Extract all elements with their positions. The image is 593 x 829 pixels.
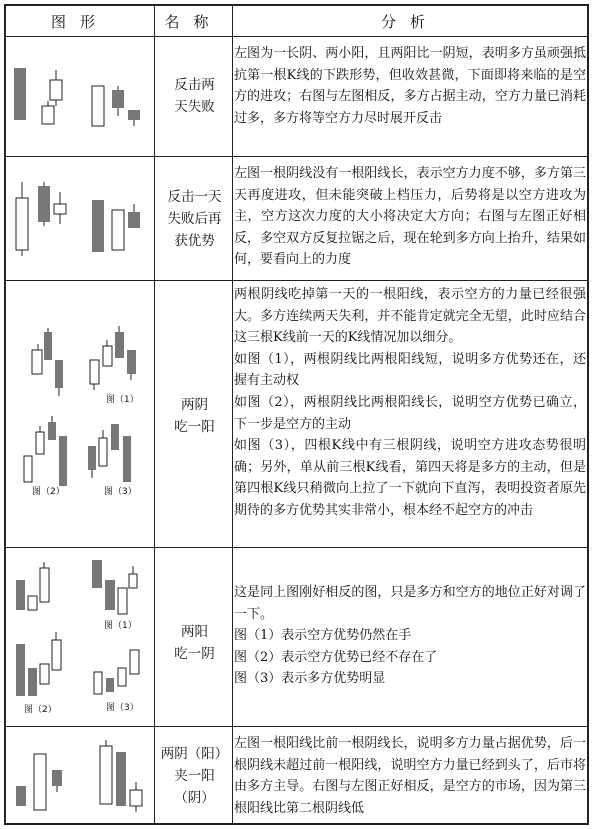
row2-figure (8, 164, 153, 274)
row5-analysis-text: 左图一根阳线比前一根阴线长，说明多方力量占据优势，后一根阴线未超过前一根阳线，说明空方力量已经到头了，后市将由多方主导。右图与左图正好相反，是空方的市场，因为第三根阳线比第二根阴线低 (234, 736, 586, 816)
row3-analysis (234, 284, 586, 522)
row2-analysis-text: 左图一根阴线没有一根阳线长，表示空方力度不够，多方第三天再度进攻，但未能突破上档压力，后势将是以空方进攻为主，空方这次力度的大小将决定大方向；右图与左图正好相反，多空双方反复拉锯之后，现在轮到多方向上抬升，结果如何，要看向上的力度 (234, 166, 586, 268)
row1-candles (8, 46, 153, 146)
row3-candles (8, 288, 153, 543)
row4-figure (8, 552, 153, 722)
row4-fig2-label: 图（2） (24, 705, 57, 715)
row3-analysis-p2: 如图（1），两根阴线比两根阳线短，说明多方优势还在，还握有主动权 (234, 351, 586, 389)
row1-analysis-text: 左图为一长阴、两小阳，且两阳比一阴短，表明多方虽顽强抵抗第一根K线的下跌形势，但收效甚微，下面即将来临的是空方的进攻；右图与左图相反，多方占据主动，空方力量已消耗过多，多方将等空方力尽时展开反击 (234, 46, 586, 126)
row4-fig3-label: 图（3） (106, 703, 139, 713)
row5-name-line2: 夹一阳 (174, 768, 215, 784)
row4-fig1-label: 图（1） (104, 621, 137, 631)
row3-analysis-p3: 如图（2），两根阴线比两根阳线长，说明空方优势已确立，下一步是空方的主动 (234, 394, 586, 432)
row4-analysis-p3: 图（2）表示空方优势已经不存在了 (234, 649, 438, 665)
row2-name-line3: 获优势 (174, 233, 215, 249)
row4-analysis-p1: 这是同上图刚好相反的图，只是多方和空方的地位正好对调了一下。 (234, 585, 586, 622)
row1-analysis (234, 43, 586, 129)
row5-candles (8, 730, 153, 824)
header-figure: 图形 (50, 12, 109, 31)
row4-analysis-p2: 图（1）表示空方优势仍然在手 (234, 628, 412, 644)
row4-name-line2: 吃一阴 (174, 646, 215, 662)
row3-fig1-label: 图（1） (106, 395, 139, 405)
row4-analysis-p4: 图（3）表示多方优势明显 (234, 671, 386, 687)
row5-figure (8, 730, 153, 824)
row5-name-line3: （阴） (174, 790, 215, 806)
row3-analysis-p1: 两根阴线吃掉第一天的一根阳线，表示空方的力量已经很强大。多方连续两天失利，并不能肯定就完全无望，此时应结合这三根K线前一天的K线情况加以细分。 (234, 287, 586, 346)
row2-name-line2: 失败后再 (167, 211, 222, 227)
row2-name-line1: 反击一天 (167, 189, 222, 205)
row3-fig3-label: 图（3） (104, 487, 137, 497)
row1-name (157, 74, 232, 118)
row1-name-line2: 天失败 (174, 99, 215, 115)
row3-fig2-label: 图（2） (32, 487, 65, 497)
row4-candles (8, 552, 153, 722)
header-analysis: 分析 (380, 12, 439, 31)
row3-analysis-p4: 如图（3），四根K线中有三根阴线，说明空方进攻态势很明确；另外，单从前三根K线看，第四天将是多方的主动，但是第四根K线只稍微向上拉了一下就向下直泻，表明投资者原先期待的多方优势其实非常小，根本经不起空方的冲击 (234, 438, 586, 518)
kline-pattern-table (4, 4, 589, 825)
row5-analysis (234, 733, 586, 819)
header-name: 名称 (164, 12, 223, 31)
row4-analysis (234, 582, 586, 690)
row1-figure (8, 46, 153, 146)
row5-name (157, 743, 232, 809)
row4-name-line1: 两阳 (181, 624, 208, 640)
row2-candles (8, 164, 153, 274)
row3-name-line1: 两阴 (181, 397, 208, 413)
row3-name (157, 394, 232, 438)
row2-name (157, 186, 232, 252)
row1-name-line1: 反击两 (174, 77, 215, 93)
row4-name (157, 621, 232, 665)
row5-name-line1: 两阴（阳） (160, 746, 229, 762)
row3-figure (8, 288, 153, 543)
row2-analysis (234, 163, 586, 271)
row3-name-line2: 吃一阳 (174, 419, 215, 435)
